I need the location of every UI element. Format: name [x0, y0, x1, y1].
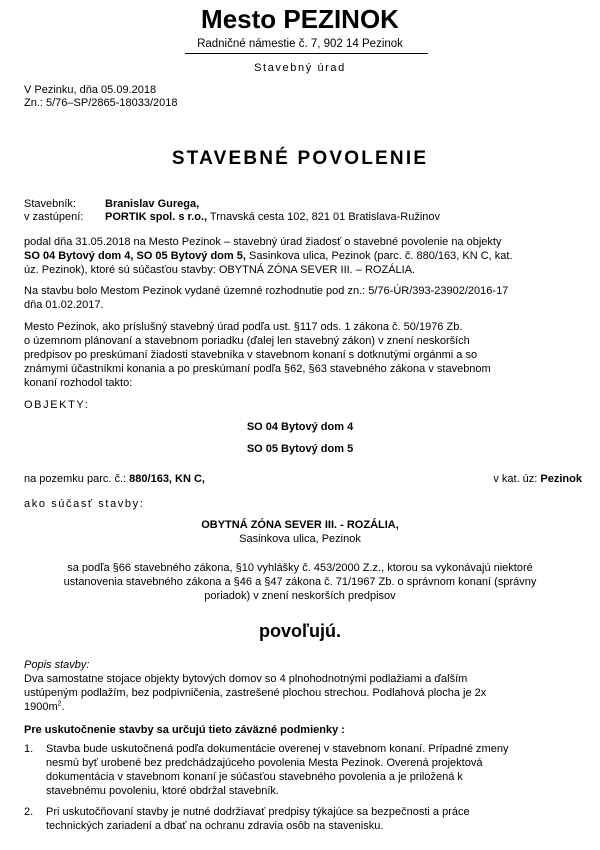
condition-line: stavebnému povoleniu, ktoré obdržal stavebník.: [46, 785, 279, 797]
parcel-value: 880/163, KN C,: [129, 473, 205, 485]
decision-line-3: predpisov po preskúmaní žiadosti stavebníka v stavebnom konaní s dotknutými orgánmi a so: [24, 349, 478, 361]
application-line-2: [24, 250, 582, 263]
cadastral-prefix: v kat. úz:: [493, 473, 541, 485]
floor-area: 1900m: [24, 701, 58, 713]
decision-line-1: Mesto Pezinok, ako príslušný stavebný úrad podľa ust. §117 ods. 1 zákona č. 50/1976 Zb.: [24, 321, 463, 333]
zoning-line-2: dňa 01.02.2017.: [24, 299, 104, 311]
representative-name: PORTIK spol. s r.o.,: [105, 211, 208, 223]
condition-line: Pri uskutočňovaní stavby je nutné dodržiavať predpisy týkajúce sa bezpečnosti a práce: [46, 806, 470, 818]
description-line-1: Dva samostatne stojace objekty bytových domov so 4 plnohodnotnými podlažiami a ďalším: [24, 673, 468, 685]
condition-number: 1.: [24, 743, 34, 755]
condition-line: technických zariadení a dbať na ochranu zdravia osôb na stavenisku.: [46, 820, 384, 832]
document-title: STAVEBNÉ POVOLENIE: [171, 148, 429, 169]
object-item: SO 05 Bytový dom 5: [246, 443, 354, 455]
construction-name: OBYTNÁ ZÓNA SEVER III. - ROZÁLIA,: [201, 519, 399, 531]
parcel-line: [24, 473, 205, 486]
condition-line: nesmú byť urobené bez predchádzajúceho povolenia Mesta Pezinok. Overená projektová: [46, 757, 483, 769]
decision-line-4: známymi účastníkmi konania a po preskúmaní podľa §62, §63 stavebného zákona v stavebnom: [24, 363, 491, 375]
legal-line-2: ustanovenia stavebného zákona a §46 a §47 zákona č. 71/1967 Zb. o správnom konaní (správny: [63, 576, 537, 588]
place-date: V Pezinku, dňa 05.09.2018: [24, 84, 157, 96]
zoning-line-1: Na stavbu bolo Mestom Pezinok vydané územné rozhodnutie pod zn.: 5/76-ÚR/393-23902/2016-17: [24, 285, 509, 297]
description-label: Popis stavby:: [24, 659, 90, 671]
description-line-3: [24, 701, 582, 714]
application-objects: SO 04 Bytový dom 4, SO 05 Bytový dom 5,: [24, 250, 246, 262]
representative-address: Trnavská cesta 102, 821 01 Bratislava-Ružinov: [207, 211, 441, 223]
part-of-label: ako súčasť stavby:: [24, 498, 145, 510]
city-address: Radničné námestie č. 7, 902 14 Pezinok: [197, 38, 403, 50]
conditions-heading: Pre uskutočnenie stavby sa určujú tieto záväzné podmienky :: [24, 724, 345, 736]
description-line-2: ustúpeným podlažím, bez podpivničenia, zastrešené plochou strechou. Podlahová plocha je 2x: [24, 687, 487, 699]
condition-line: Stavba bude uskutočnená podľa dokumentácie overenej v stavebnom konaní. Prípadné zmeny: [46, 743, 509, 755]
legal-line-3: poriadok) v znení neskorších predpisov: [204, 590, 396, 602]
floor-area-end: .: [61, 701, 65, 713]
cadastral-value: Pezinok: [540, 473, 582, 485]
construction-street: Sasinkova ulica, Pezinok: [239, 533, 361, 545]
application-line-1: podal dňa 31.05.2018 na Mesto Pezinok – stavebný úrad žiadosť o stavebné povolenie na objekty: [24, 236, 502, 248]
permit-word: povoľujú.: [259, 621, 341, 641]
floor-area-unit-exponent: 2: [57, 700, 62, 708]
legal-line-1: sa podľa §66 stavebného zákona, §10 vyhlášky č. 453/2000 Z.z., ktorou sa vykonávajú niektoré: [67, 562, 533, 574]
parcel-prefix: na pozemku parc. č.:: [24, 473, 130, 485]
city-title: Mesto PEZINOK: [201, 4, 399, 34]
builder-label: Stavebník:: [24, 198, 76, 210]
objects-label: OBJEKTY:: [24, 399, 90, 411]
representative: [105, 211, 440, 224]
builder-name: Branislav Gurega,: [105, 198, 200, 210]
office-name: Stavebný úrad: [254, 62, 346, 74]
reference-number: Zn.: 5/76–SP/2865-18033/2018: [24, 97, 178, 109]
decision-line-5: konaní rozhodol takto:: [24, 377, 133, 389]
application-parcel: Sasinkova ulica, Pezinok (parc. č. 880/163, KN C, kat.: [245, 250, 513, 262]
header-divider: [185, 53, 428, 54]
condition-line: dokumentácia v stavebnom konaní je súčasťou stavebného povolenia a je priložená k: [46, 771, 463, 783]
object-item: SO 04 Bytový dom 4: [246, 421, 354, 433]
condition-number: 2.: [24, 806, 34, 818]
application-line-3: úz. Pezinok), ktoré sú súčasťou stavby: OBYTNÁ ZÓNA SEVER III. – ROZÁLIA.: [24, 264, 416, 276]
cadastral-area: [493, 473, 582, 486]
representative-label: v zastúpení:: [24, 211, 84, 223]
decision-line-2: o územnom plánovaní a stavebnom poriadku (ďalej len stavebný zákon) v znení neskorších: [24, 335, 470, 347]
